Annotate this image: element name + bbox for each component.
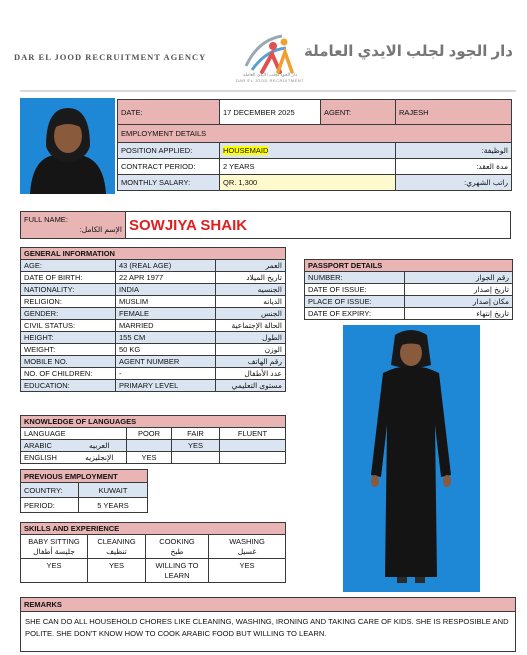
passport-details-table <box>304 259 513 320</box>
nationality-label: NATIONALITY: <box>21 284 116 296</box>
table-row <box>305 308 513 320</box>
arabic-fair: YES <box>172 440 220 452</box>
table-row <box>21 320 286 332</box>
skill-cooking-ar: طبخ <box>170 546 184 556</box>
fair-column-header: FAIR <box>172 428 220 440</box>
dob-label-ar: تاريخ الميلاد <box>216 272 286 284</box>
washing-value: YES <box>239 561 255 570</box>
full-body-photo <box>343 325 480 592</box>
poor-column-header: POOR <box>127 428 172 440</box>
height-label-ar: الطول <box>216 332 286 344</box>
previous-employment-table <box>20 469 148 513</box>
dob-label: DATE OF BIRTH: <box>21 272 116 284</box>
general-information-table <box>20 247 286 392</box>
country-value: KUWAIT <box>79 483 148 498</box>
date-value: 17 DECEMBER 2025 <box>220 100 321 125</box>
passport-expiry-label: DATE OF EXPIRY: <box>305 308 405 320</box>
table-row <box>21 498 148 513</box>
table-row <box>305 296 513 308</box>
gender-label-ar: الجنس <box>216 308 286 320</box>
religion-label: RELIGION: <box>21 296 116 308</box>
employment-details-heading: EMPLOYMENT DETAILS <box>118 125 512 143</box>
weight-label: WEIGHT: <box>21 344 116 356</box>
employment-details-table <box>117 99 512 191</box>
table-row <box>118 143 512 159</box>
position-value: HOUSEMAID <box>223 146 269 155</box>
passport-issue-date-label: DATE OF ISSUE: <box>305 284 405 296</box>
period-value: 5 YEARS <box>79 498 148 513</box>
table-row <box>21 296 286 308</box>
skill-washing-ar: غسيل <box>237 546 257 556</box>
header-divider <box>20 90 516 92</box>
contract-label-ar: مدة العقد: <box>396 159 512 175</box>
position-label: POSITION APPLIED: <box>118 143 220 159</box>
languages-heading: KNOWLEDGE OF LANGUAGES <box>21 416 286 428</box>
language-arabic: ARABIC <box>21 440 73 452</box>
table-row <box>21 483 148 498</box>
weight-value: 50 KG <box>116 344 216 356</box>
language-english: ENGLISH <box>21 452 73 464</box>
full-name-table <box>20 211 511 239</box>
table-row <box>21 260 286 272</box>
passport-details-heading: PASSPORT DETAILS <box>305 260 513 272</box>
mobile-value: AGENT NUMBER <box>116 356 216 368</box>
remarks-table <box>20 597 516 652</box>
table-row <box>21 284 286 296</box>
portrait-photo <box>20 98 115 194</box>
date-label: DATE: <box>118 100 220 125</box>
passport-expiry-label-ar: تاريخ إنتهاء <box>405 308 513 320</box>
table-row <box>21 380 286 392</box>
mobile-label: MOBILE NO. <box>21 356 116 368</box>
contract-value: 2 YEARS <box>220 159 396 175</box>
height-label: HEIGHT: <box>21 332 116 344</box>
mobile-label-ar: رقم الهاتف <box>216 356 286 368</box>
table-row <box>118 175 512 191</box>
height-value: 155 CM <box>116 332 216 344</box>
period-label: PERIOD: <box>21 498 79 513</box>
skills-heading: SKILLS AND EXPERIENCE <box>21 523 286 535</box>
table-row <box>21 440 286 452</box>
agent-value: RAJESH <box>396 100 512 125</box>
table-row <box>305 272 513 284</box>
children-label-ar: عدد الأطفال <box>216 368 286 380</box>
children-label: NO. OF CHILDREN: <box>21 368 116 380</box>
gender-value: FEMALE <box>116 308 216 320</box>
position-label-ar: الوظيفة: <box>396 143 512 159</box>
nationality-value: INDIA <box>116 284 216 296</box>
agency-name-arabic: دار الجود لجلب الايدي العاملة <box>303 43 513 60</box>
salary-label-ar: راتب الشهري: <box>396 175 512 191</box>
passport-issue-date-label-ar: تاريخ إصدار <box>405 284 513 296</box>
nationality-label-ar: الجنسيه <box>216 284 286 296</box>
arabic-fluent <box>220 440 286 452</box>
weight-label-ar: الوزن <box>216 344 286 356</box>
skills-table <box>20 522 286 583</box>
civil-status-value: MARRIED <box>116 320 216 332</box>
skill-baby-sitting: BABY SITTING <box>28 536 80 546</box>
gender-label: GENDER: <box>21 308 116 320</box>
full-name-value: SOWJIYA SHAIK <box>126 212 511 239</box>
skill-washing: WASHING <box>229 536 265 546</box>
logo-caption-english: DAR EL JOOD RECRUITMENT <box>235 78 305 83</box>
remarks-text: SHE CAN DO ALL HOUSEHOLD CHORES LIKE CLEANING, WASHING, IRONING AND TAKING CARE OF KIDS. SHE IS RESPOSIBLE AND POLITE. SHE DON'T KNOW HOW TO COOK ARABIC FOOD BUT WILLING TO LEARN. <box>21 612 516 652</box>
age-label: AGE: <box>21 260 116 272</box>
previous-employment-heading: PREVIOUS EMPLOYMENT <box>21 470 148 483</box>
skill-cleaning-ar: تنظيف <box>106 546 127 556</box>
table-row <box>305 284 513 296</box>
table-row <box>21 332 286 344</box>
language-column-header: LANGUAGE <box>21 428 127 440</box>
cleaning-value: YES <box>108 561 124 570</box>
english-fair <box>172 452 220 464</box>
contract-label: CONTRACT PERIOD: <box>118 159 220 175</box>
age-value: 43 (REAL AGE) <box>116 260 216 272</box>
table-row <box>21 272 286 284</box>
salary-label: MONTHLY SALARY: <box>118 175 220 191</box>
table-row <box>118 159 512 175</box>
remarks-heading: REMARKS <box>21 598 516 612</box>
religion-label-ar: الديانه <box>216 296 286 308</box>
education-label: EDUCATION: <box>21 380 116 392</box>
arabic-poor <box>127 440 172 452</box>
dob-value: 22 APR 1977 <box>116 272 216 284</box>
education-label-ar: مستوى التعليمي <box>216 380 286 392</box>
civil-status-label-ar: الحالة الإجتماعية <box>216 320 286 332</box>
table-row <box>21 368 286 380</box>
languages-table <box>20 415 286 464</box>
cooking-value-line2: LEARN <box>164 571 190 580</box>
english-fluent <box>220 452 286 464</box>
agent-label: AGENT: <box>321 100 396 125</box>
passport-number-label-ar: رقم الجواز <box>405 272 513 284</box>
language-arabic-ar: العربيه <box>73 440 127 452</box>
cooking-value: WILLING TO <box>155 561 199 570</box>
full-name-label: FULL NAME: <box>24 215 68 224</box>
skill-baby-sitting-ar: جليسة أطفال <box>33 546 75 556</box>
table-row <box>21 356 286 368</box>
table-row <box>21 344 286 356</box>
general-information-heading: GENERAL INFORMATION <box>21 248 286 260</box>
age-label-ar: العمر <box>216 260 286 272</box>
fluent-column-header: FLUENT <box>220 428 286 440</box>
full-name-label-ar: الإسم الكامل: <box>79 225 122 234</box>
language-english-ar: الإنجليزيه <box>73 452 127 464</box>
education-value: PRIMARY LEVEL <box>116 380 216 392</box>
baby-sitting-value: YES <box>46 561 62 570</box>
civil-status-label: CIVIL STATUS: <box>21 320 116 332</box>
table-row <box>21 452 286 464</box>
country-label: COUNTRY: <box>21 483 79 498</box>
skill-cleaning: CLEANING <box>97 536 136 546</box>
agency-name-english: DAR EL JOOD RECRUITMENT AGENCY <box>14 52 207 62</box>
skill-cooking: COOKING <box>159 536 195 546</box>
english-poor: YES <box>127 452 172 464</box>
table-row <box>21 308 286 320</box>
passport-issue-place-label: PLACE OF ISSUE: <box>305 296 405 308</box>
children-value: - <box>116 368 216 380</box>
salary-value: QR. 1,300 <box>220 175 396 191</box>
passport-issue-place-label-ar: مكان إصدار <box>405 296 513 308</box>
religion-value: MUSLIM <box>116 296 216 308</box>
logo-caption-arabic: دار الجود لجلب الأيدي العاملة <box>243 72 297 77</box>
passport-number-label: NUMBER: <box>305 272 405 284</box>
table-row <box>21 559 286 583</box>
